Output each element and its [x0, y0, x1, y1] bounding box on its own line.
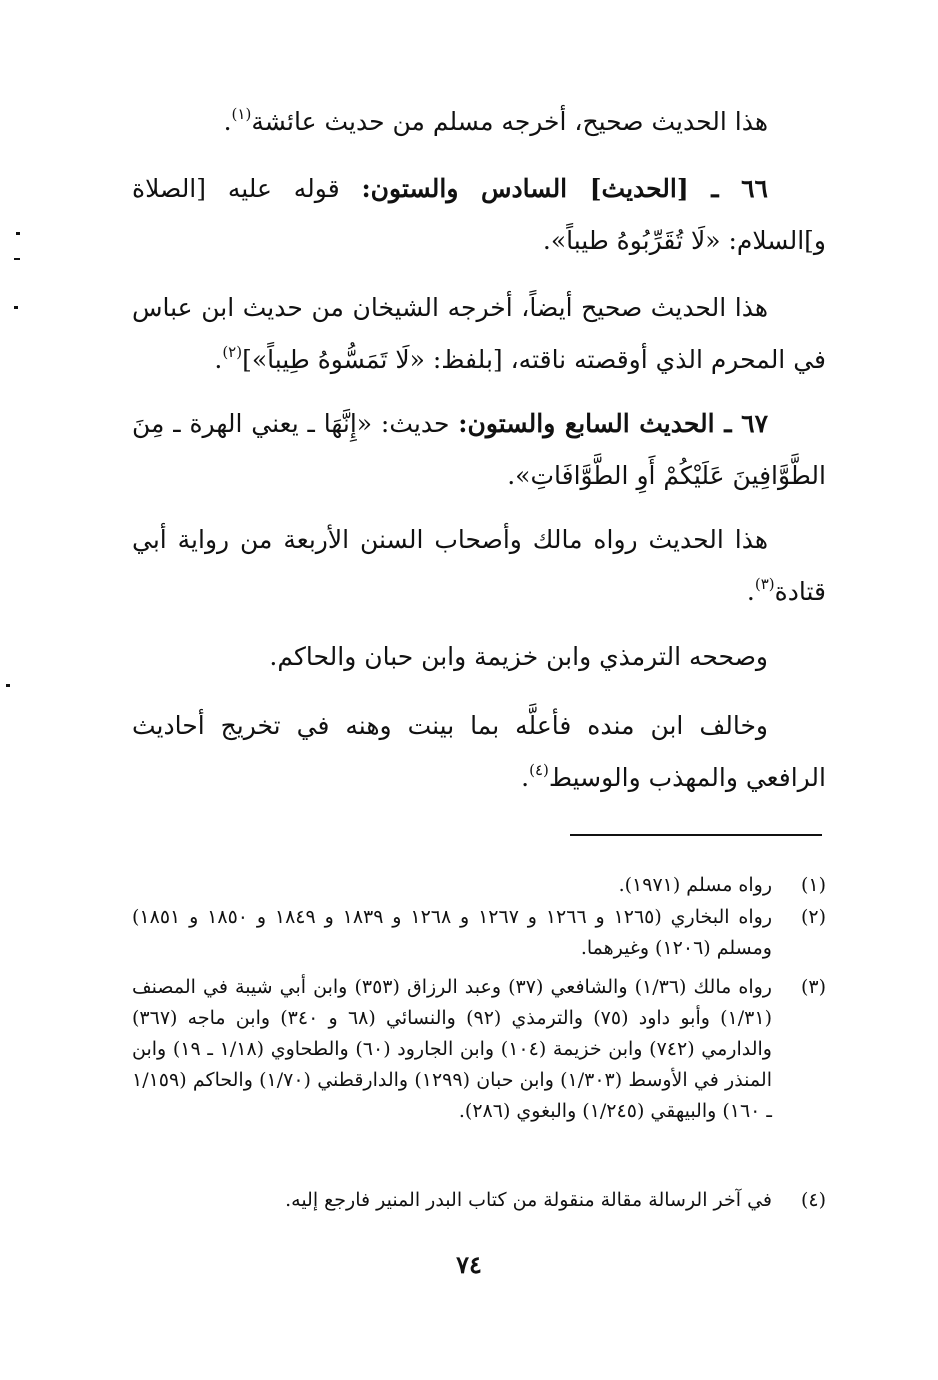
hadith-66-heading: ٦٦ ـ [الحديث] السادس والستون:	[361, 174, 768, 203]
footnote-text: رواه مسلم (١٩٧١).	[618, 874, 772, 896]
paragraph-hadith-67-commentary: هذا الحديث رواه مالك وأصحاب السنن الأربعة من رواية أبي قتادة$^{(٣)}$.	[132, 525, 826, 606]
paragraph-ibn-mandah: وخالف ابن منده فأعلَّه بما بينت وهنه في تخريج أحاديث الرافعي والمهذب والوسيط$^{(٤)}$.	[132, 711, 826, 792]
footnote-separator	[570, 834, 822, 836]
footnote-number: (٣)	[800, 976, 826, 998]
scan-speck	[14, 258, 20, 260]
paragraph-authentication: وصححه الترمذي وابن خزيمة وابن حبان والحاكم.	[269, 642, 768, 671]
footnote-ref-3[interactable]: (٣)	[754, 575, 775, 593]
footnote-number: (١)	[800, 874, 826, 896]
paragraph-hadith-67: ٦٧ ـ الحديث السابع والستون: حديث: «إِنَّهَا ـ يعني الهرة ـ مِنَ الطَّوَّافِينَ عَلَيْكُمْ أَوِ الطَّوَّافَاتِ».	[132, 409, 826, 490]
footnote-3	[132, 972, 826, 1127]
paragraph-hadith-66: ٦٦ ـ [الحديث] السادس والستون: قوله عليه [الصلاة و]السلام: «لَا تُقَرِّبُوهُ طيباً».	[132, 174, 826, 255]
paragraph-hadith-65-commentary: هذا الحديث صحيح، أخرجه مسلم من حديث عائشة$^{(١)}$.	[223, 105, 768, 136]
hadith-67-heading: ٦٧ ـ الحديث السابع والستون:	[458, 409, 768, 438]
footnote-ref-2[interactable]: (٢)	[222, 343, 243, 361]
paragraph-hadith-66-commentary: هذا الحديث صحيح أيضاً، أخرجه الشيخان من حديث ابن عباس في المحرم الذي أوقصته ناقته، [بلفظ: «لَا تَمَسُّوهُ طِيباً»]$^{(٢)}$.	[132, 293, 826, 374]
footnote-text: رواه مالك (١/٣٦) والشافعي (٣٧) وعبد الرزاق (٣٥٣) وابن أبي شيبة في المصنف (١/٣١) وأبو داود (٧٥) والترمذي (٩٢) والنسائي (٦٨ و ٣٤٠) وابن ماجه (٣٦٧) والدارمي (٧٤٢) وابن خزيمة (١٠٤) وابن الجارود (٦٠) والطحاوي (١/١٨ ـ ١٩) وابن المنذر في الأوسط (١/٣٠٣) وابن حبان (١٢٩٩) والدارقطني (١/٧٠) والحاكم (١/١٥٩ ـ ١٦٠) والبيهقي (١/٢٤٥) والبغوي (٢٨٦).	[132, 976, 772, 1122]
footnote-number: (٤)	[800, 1189, 826, 1211]
footnote-text: رواه البخاري (١٢٦٥ و ١٢٦٦ و ١٢٦٧ و ١٢٦٨ و ١٨٣٩ و ١٨٤٩ و ١٨٥٠ و ١٨٥١) ومسلم (١٢٠٦) وغيرهما.	[132, 906, 773, 959]
scan-speck	[6, 684, 10, 687]
footnote-ref-4[interactable]: (٤)	[529, 761, 549, 779]
footnote-number: (٢)	[800, 906, 826, 928]
scan-speck	[16, 232, 20, 235]
scan-speck	[14, 306, 18, 309]
page-number: ٧٤	[456, 1250, 482, 1279]
footnote-2	[132, 902, 826, 964]
footnote-text: في آخر الرسالة مقالة منقولة من كتاب البدر المنير فارجع إليه.	[285, 1189, 772, 1211]
footnote-4	[132, 1185, 826, 1216]
footnote-ref-1[interactable]: (١)	[231, 105, 252, 123]
footnote-1	[132, 870, 826, 901]
